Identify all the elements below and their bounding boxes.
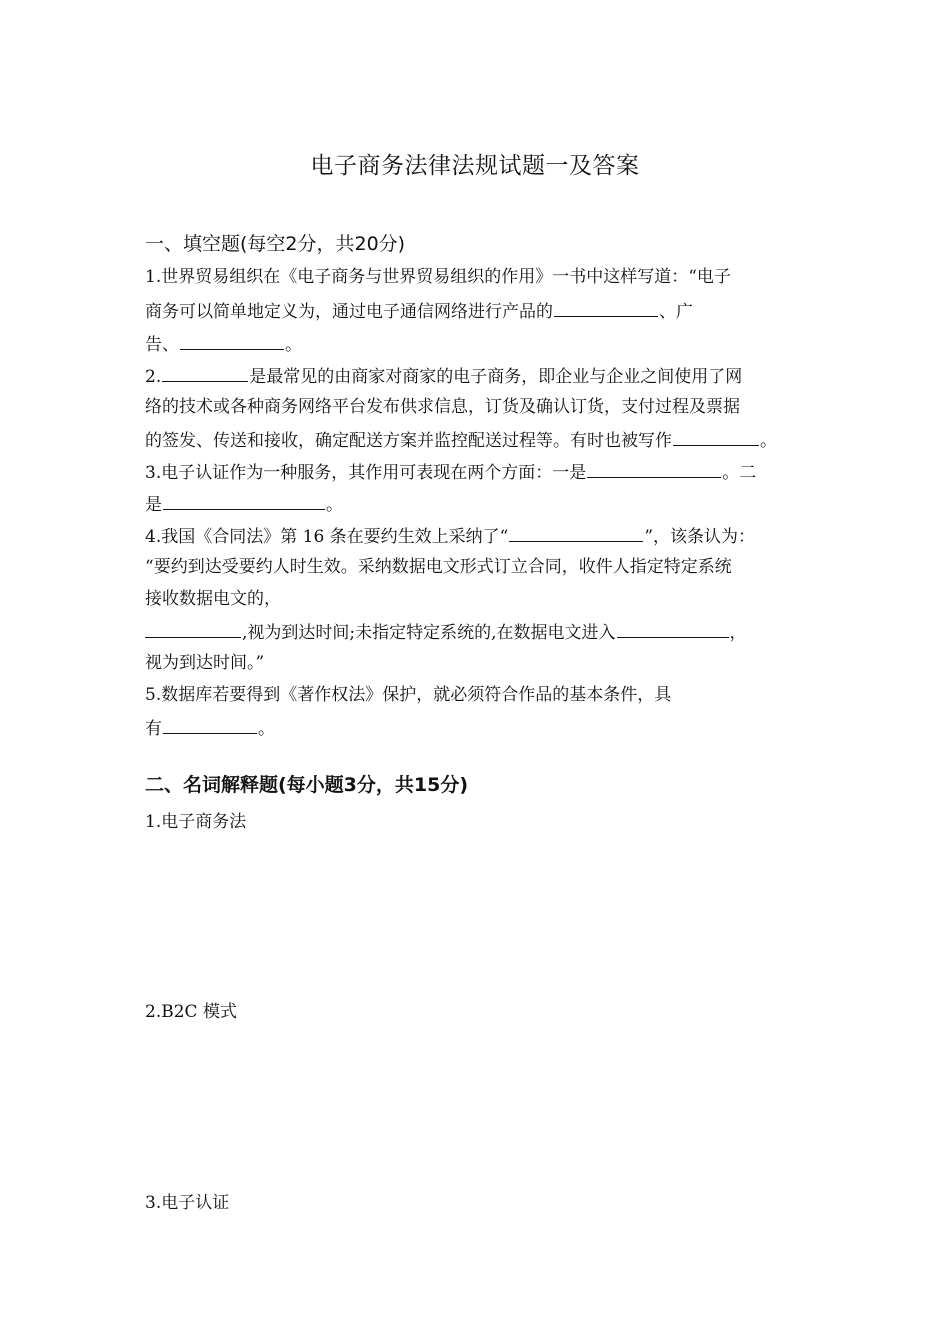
section1-heading: 一、填空题(每空2分，共20分) — [145, 233, 406, 255]
q4-blank1[interactable] — [509, 523, 643, 542]
q2-blank2[interactable] — [673, 427, 759, 446]
q4-line3: 接收数据电文的， — [145, 589, 281, 609]
q3-line1-text: 3.电子认证作为一种服务，其作用可表现在两个方面：一是 — [145, 463, 587, 483]
q3-blank2[interactable] — [163, 491, 325, 510]
q3-line2 — [145, 491, 343, 517]
q4-line2: “要约到达受要约人时生效。采纳数据电文形式订立合同，收件人指定特定系统 — [145, 557, 732, 577]
q4-line1-text: 4.我国《合同法》第 16 条在要约生效上采纳了“ — [145, 527, 509, 547]
q2-line1 — [145, 363, 742, 389]
q5-line2 — [145, 715, 275, 741]
q2-line1-text: 是最常见的由商家对商家的电子商务，即企业与企业之间使用了网 — [249, 367, 743, 387]
q2-line2: 络的技术或各种商务网络平台发布供求信息，订货及确认订货，支付过程及票据 — [145, 397, 740, 417]
q1-blank1[interactable] — [554, 298, 658, 317]
q4-line4 — [145, 619, 747, 645]
q3-line1-end: 。二 — [722, 463, 757, 483]
q5-line2-text: 有 — [145, 719, 162, 739]
q4-blank2[interactable] — [145, 619, 241, 638]
q4-line4-text: ,视为到达时间;未指定特定系统的,在数据电文进入 — [242, 623, 616, 643]
q5-line1: 5.数据库若要得到《著作权法》保护，就必须符合作品的基本条件，具 — [145, 685, 672, 705]
q1-line2-end: 、广 — [659, 302, 693, 322]
q5-line2-end: 。 — [258, 719, 275, 739]
q1-line2 — [145, 298, 693, 324]
q1-line3-end: 。 — [285, 335, 302, 355]
q3-blank1[interactable] — [587, 459, 721, 478]
section2-heading: 二、名词解释题(每小题3分，共15分) — [145, 774, 469, 796]
q3-line1 — [145, 459, 756, 485]
q1-line1: 1.世界贸易组织在《电子商务与世界贸易组织的作用》一书中这样写道：“电子 — [145, 267, 731, 287]
document-title: 电子商务法律法规试题一及答案 — [310, 153, 640, 179]
q1-line2-text: 商务可以简单地定义为，通过电子通信网络进行产品的 — [145, 302, 553, 322]
q4-line5: 视为到达时间。” — [145, 653, 265, 673]
term-item: 1.电子商务法 — [145, 812, 247, 832]
q4-line1-end: ”，该条认为： — [644, 527, 756, 547]
q2-line3-text: 的签发、传送和接收，确定配送方案并监控配送过程等。有时也被写作 — [145, 431, 672, 451]
q5-blank1[interactable] — [163, 715, 257, 734]
term-item: 3.电子认证 — [145, 1193, 230, 1213]
q2-line3 — [145, 427, 777, 453]
term-item: 2.B2C 模式 — [145, 1002, 237, 1022]
q2-number: 2. — [145, 367, 162, 387]
q4-line4-end: ， — [729, 623, 747, 643]
q3-line2-text: 是 — [145, 495, 162, 515]
q1-blank2[interactable] — [180, 331, 284, 350]
q1-line3-text: 告、 — [145, 335, 179, 355]
q2-blank1[interactable] — [162, 363, 248, 382]
q1-line3 — [145, 331, 302, 357]
q4-line1 — [145, 523, 755, 549]
q4-blank3[interactable] — [617, 619, 729, 638]
q2-line3-end: 。 — [760, 431, 777, 451]
q3-line2-end: 。 — [326, 495, 343, 515]
